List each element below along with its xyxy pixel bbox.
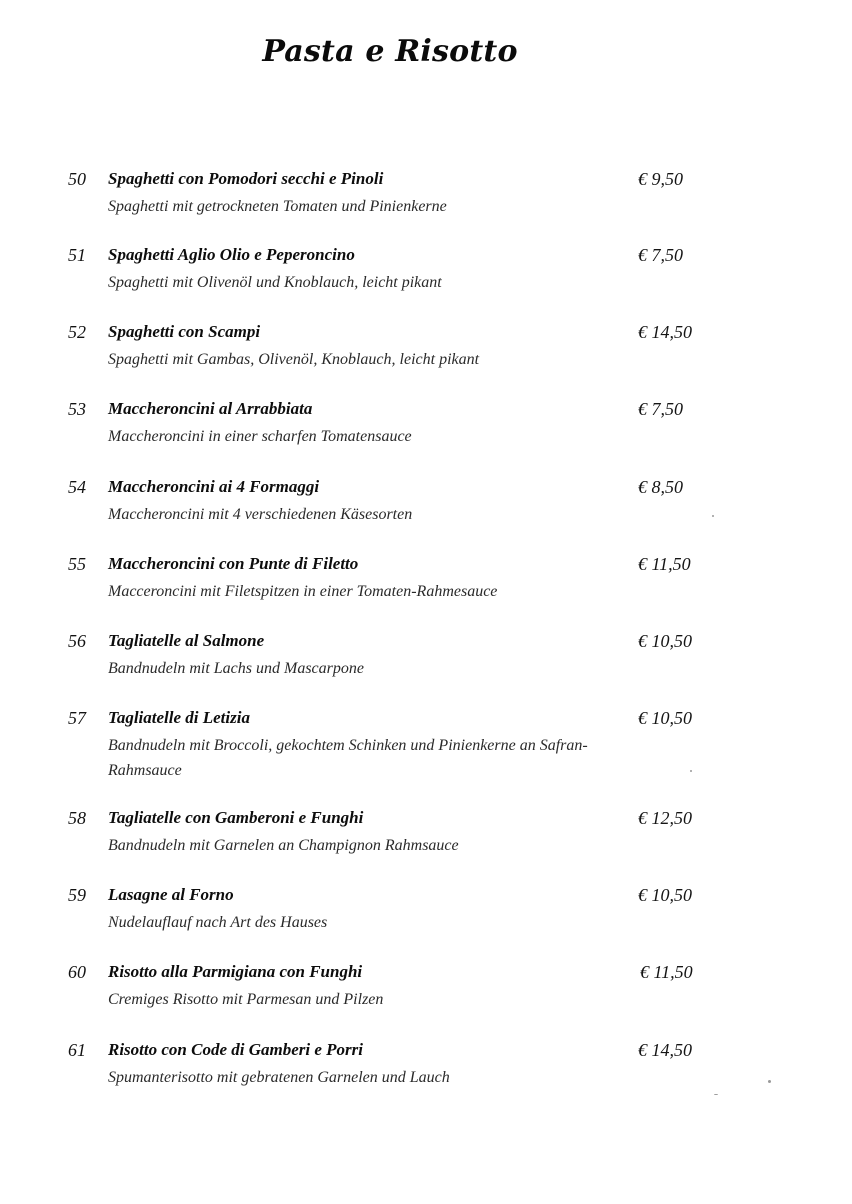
item-number: 53 — [68, 399, 86, 419]
item-description: Cremiges Risotto mit Parmesan und Pilzen — [108, 991, 384, 1008]
item-price: € 11,50 — [640, 962, 693, 982]
item-description: Macceroncini mit Filetspitzen in einer Tomaten-Rahmesauce — [108, 583, 498, 600]
item-description: Spaghetti mit Gambas, Olivenöl, Knoblauch, leicht pikant — [108, 351, 480, 368]
item-number: 60 — [68, 962, 86, 982]
item-description: Maccheroncini in einer scharfen Tomatensauce — [108, 428, 412, 445]
scan-speck — [714, 1094, 718, 1095]
item-number: 50 — [68, 169, 86, 189]
item-name: Maccheroncini ai 4 Formaggi — [108, 477, 320, 496]
item-number: 61 — [68, 1040, 86, 1060]
scan-speck — [768, 1080, 771, 1083]
item-price: € 10,50 — [638, 885, 692, 905]
item-description: Nudelauflauf nach Art des Hauses — [108, 914, 328, 931]
page-title: Pasta e Risotto — [262, 34, 518, 69]
item-description: Spumanterisotto mit gebratenen Garnelen und Lauch — [108, 1069, 450, 1086]
item-number: 57 — [68, 708, 86, 728]
item-price: € 8,50 — [638, 477, 683, 497]
item-name: Maccheroncini al Arrabbiata — [108, 399, 313, 418]
item-price: € 7,50 — [638, 245, 683, 265]
scan-speck — [712, 515, 714, 517]
item-price: € 10,50 — [638, 708, 692, 728]
item-price: € 14,50 — [638, 322, 692, 342]
item-number: 54 — [68, 477, 86, 497]
item-name: Spaghetti Aglio Olio e Peperoncino — [108, 245, 355, 264]
item-number: 55 — [68, 554, 86, 574]
item-price: € 12,50 — [638, 808, 692, 828]
item-name: Spaghetti con Scampi — [108, 322, 261, 341]
item-name: Risotto con Code di Gamberi e Porri — [108, 1040, 363, 1059]
item-price: € 7,50 — [638, 399, 683, 419]
item-name: Maccheroncini con Punte di Filetto — [108, 554, 359, 573]
item-price: € 10,50 — [638, 631, 692, 651]
item-number: 56 — [68, 631, 86, 651]
item-name: Tagliatelle al Salmone — [108, 631, 265, 650]
item-name: Lasagne al Forno — [108, 885, 234, 904]
item-name: Spaghetti con Pomodori secchi e Pinoli — [108, 169, 384, 188]
item-price: € 11,50 — [638, 554, 691, 574]
scan-speck — [690, 770, 692, 772]
item-name: Risotto alla Parmigiana con Funghi — [108, 962, 363, 981]
item-name: Tagliatelle di Letizia — [108, 708, 250, 727]
item-number: 52 — [68, 322, 86, 342]
item-name: Tagliatelle con Gamberoni e Funghi — [108, 808, 364, 827]
item-price: € 14,50 — [638, 1040, 692, 1060]
item-number: 51 — [68, 245, 86, 265]
item-number: 58 — [68, 808, 86, 828]
item-description: Spaghetti mit getrockneten Tomaten und Pinienkerne — [108, 198, 447, 215]
item-description: Bandnudeln mit Garnelen an Champignon Rahmsauce — [108, 837, 459, 854]
item-description: Bandnudeln mit Lachs und Mascarpone — [108, 660, 364, 677]
item-number: 59 — [68, 885, 86, 905]
item-description: Bandnudeln mit Broccoli, gekochtem Schinken und Pinienkerne an Safran-Rahmsauce — [108, 737, 588, 779]
item-price: € 9,50 — [638, 169, 683, 189]
item-description: Spaghetti mit Olivenöl und Knoblauch, leicht pikant — [108, 274, 442, 291]
item-description: Maccheroncini mit 4 verschiedenen Käsesorten — [108, 506, 413, 523]
